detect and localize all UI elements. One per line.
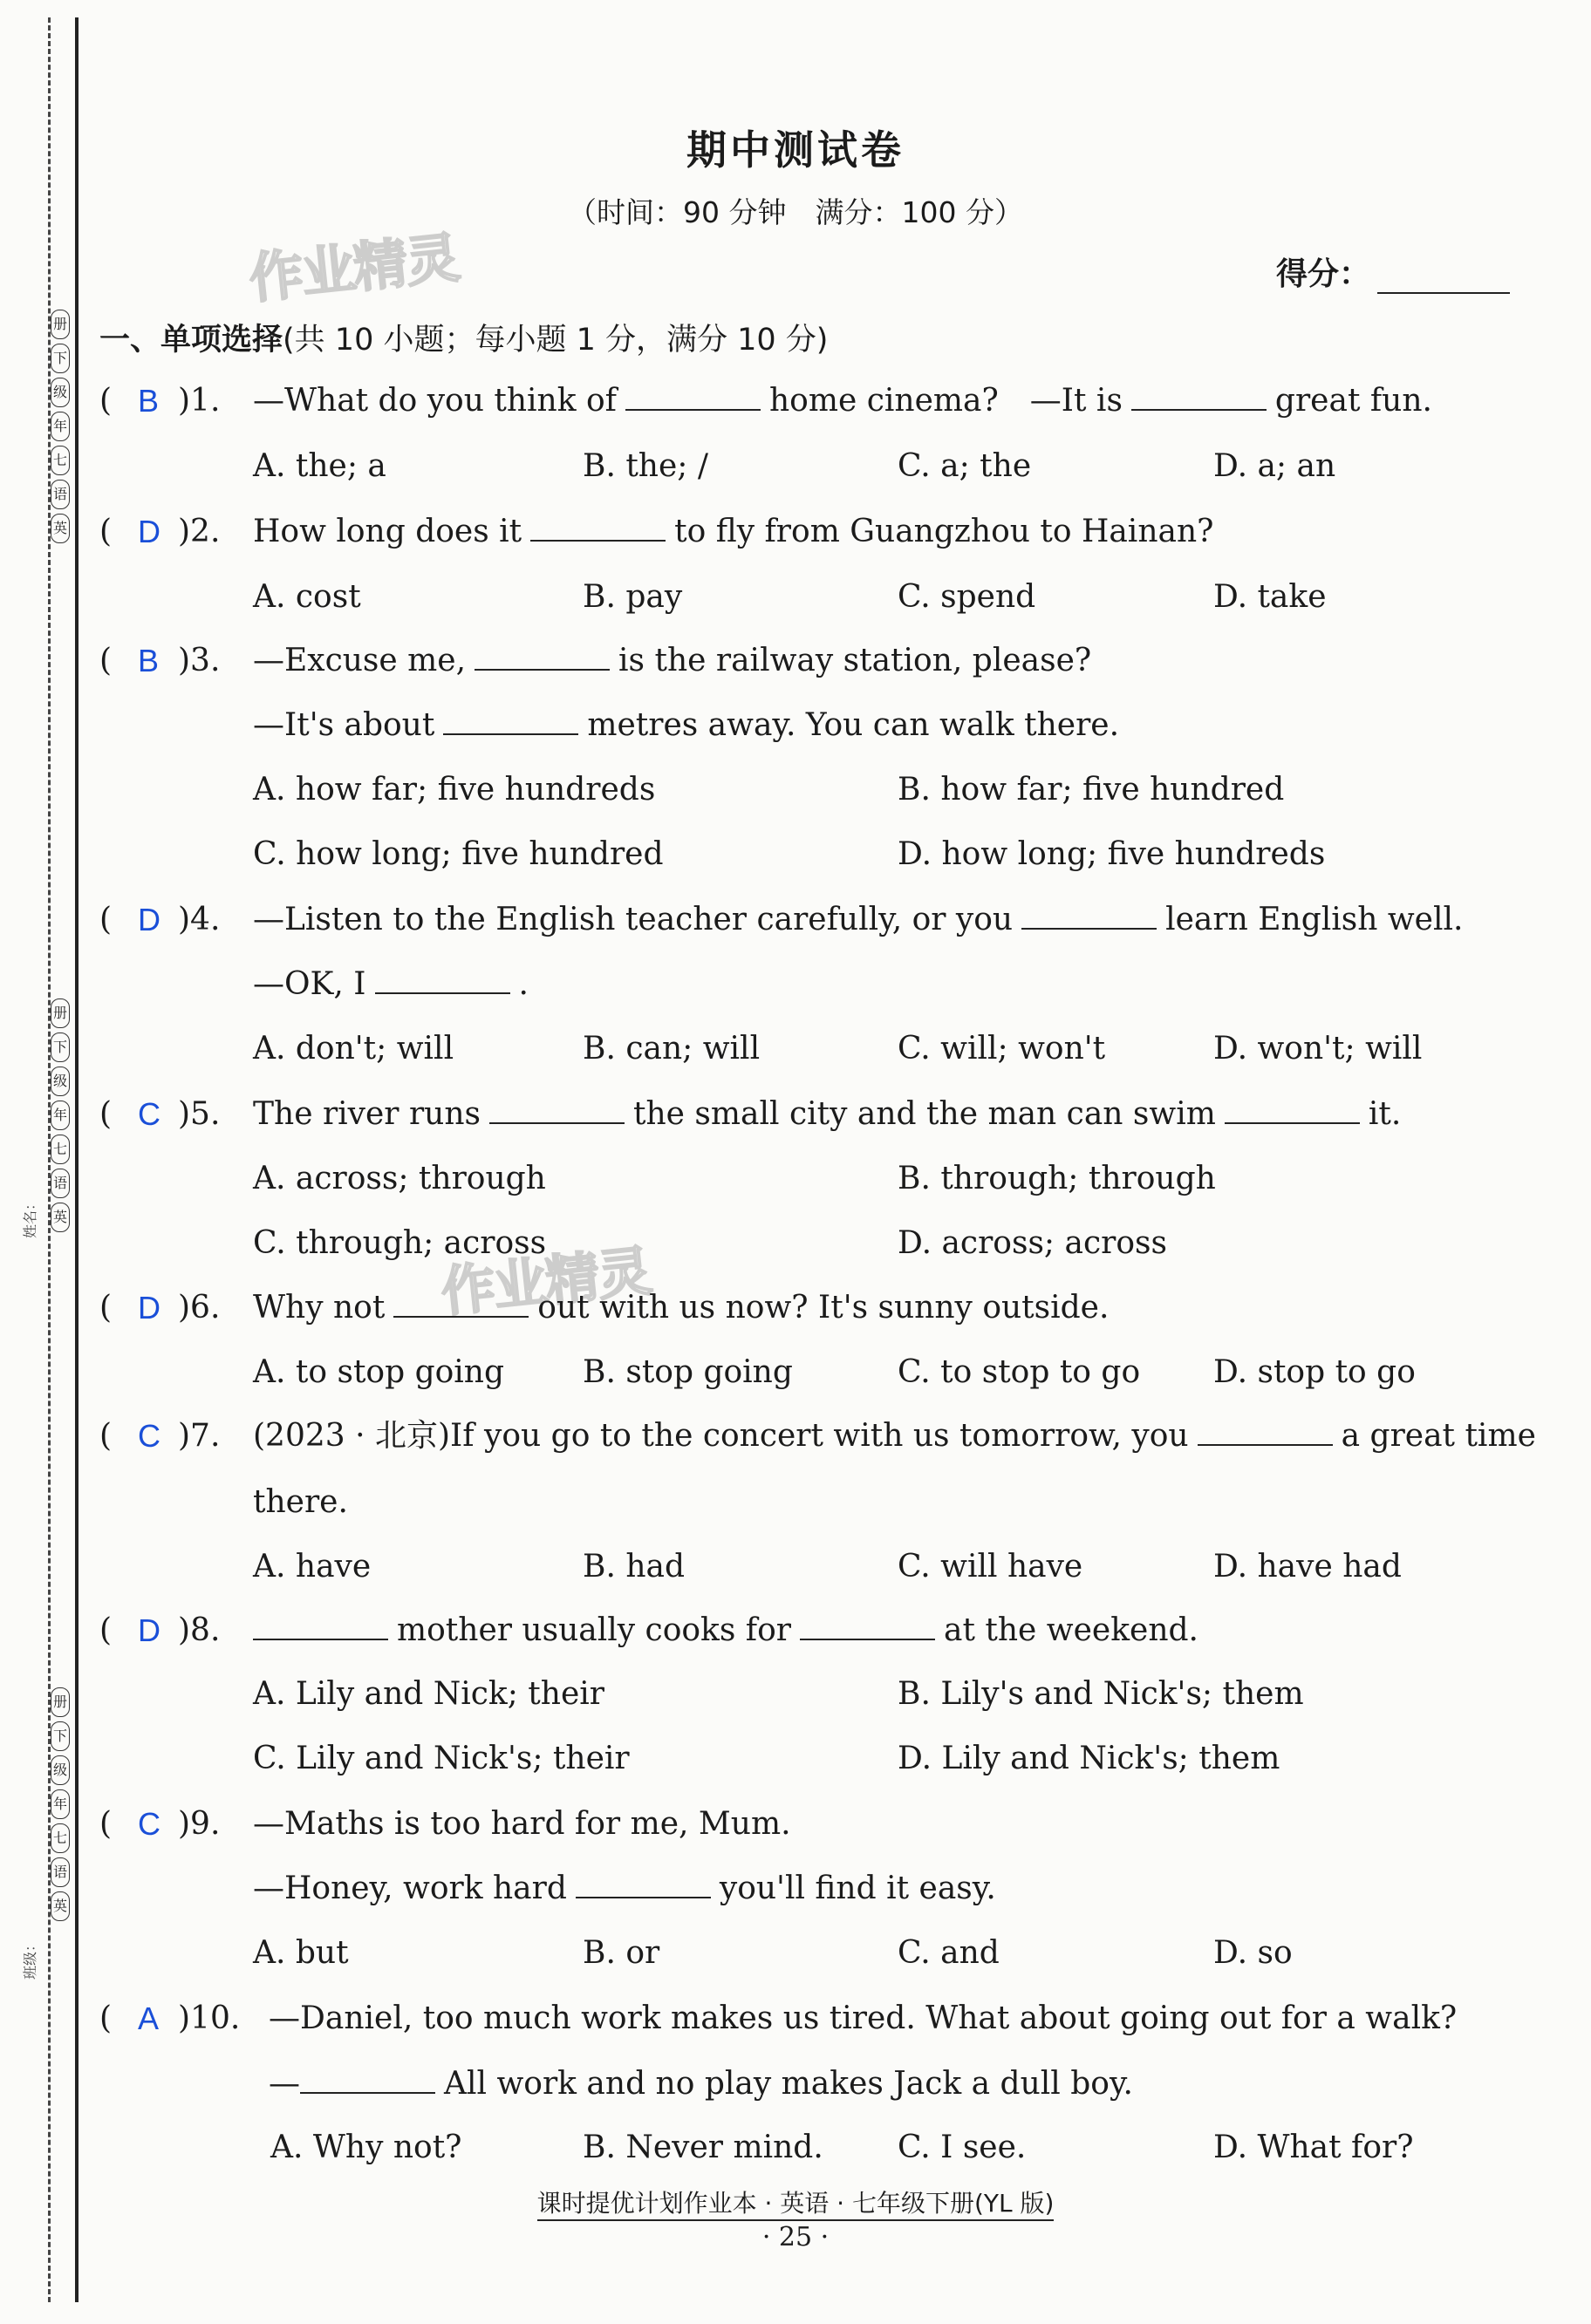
option-b[interactable]: B. stop going (583, 1354, 793, 1390)
option-c[interactable]: C. spend (898, 579, 1036, 615)
option-b[interactable]: B. can; will (583, 1031, 761, 1067)
option-a[interactable]: A. to stop going (253, 1354, 505, 1390)
options-6 (0, 1346, 1591, 1399)
options-1 (0, 440, 1591, 493)
option-b[interactable]: B. had (583, 1549, 686, 1585)
option-d[interactable]: D. stop to go (1213, 1354, 1416, 1390)
blank[interactable] (393, 1286, 529, 1318)
answer: B (138, 383, 160, 419)
options-2 (0, 571, 1591, 624)
option-a[interactable]: A. don't; will (253, 1031, 454, 1067)
answer: B (138, 643, 160, 678)
option-c[interactable]: C. to stop to go (898, 1354, 1141, 1390)
option-c[interactable]: C. I see. (898, 2130, 1027, 2165)
page-number: · 25 · (761, 2222, 830, 2252)
question-9: ( C )9. —Maths is too hard for me, Mum. (0, 1798, 1591, 1850)
score-line[interactable] (1377, 261, 1510, 294)
option-b[interactable]: B. the; / (583, 448, 708, 484)
option-a[interactable]: A. but (253, 1935, 349, 1971)
option-a[interactable]: A. how far; five hundreds (253, 772, 656, 808)
option-d[interactable]: D. so (1213, 1935, 1293, 1971)
option-d[interactable]: D. across; across (898, 1225, 1167, 1261)
binding-tab-2: 册 下 级 年 七 语 英 (51, 998, 70, 1232)
question-9-line-2: —Honey, work hard you'll find it easy. (0, 1863, 1591, 1915)
option-c[interactable]: C. will have (898, 1549, 1083, 1585)
option-a[interactable]: A. across; through (253, 1161, 546, 1196)
binding-tab-3: 册 下 级 年 七 语 英 (51, 1687, 70, 1921)
options-5-row-1 (0, 1153, 1591, 1205)
score-label: 得分： (1276, 256, 1371, 292)
class-field-label: 班级： (22, 1937, 38, 1980)
question-6: ( D )6. Why not out with us now? It's sunny outside. (0, 1282, 1591, 1334)
option-c[interactable]: C. through; across (253, 1225, 547, 1261)
blank[interactable] (1021, 898, 1157, 930)
watermark-middle: 作业精灵 (438, 1238, 653, 1325)
answer: D (138, 1290, 160, 1326)
option-c[interactable]: C. a; the (898, 448, 1032, 484)
name-field-label: 姓名： (22, 1196, 38, 1238)
blank[interactable] (443, 704, 578, 735)
option-a[interactable]: A. Why not? (270, 2130, 462, 2165)
option-d[interactable]: D. have had (1213, 1549, 1402, 1585)
options-5-row-2 (0, 1217, 1591, 1270)
blank[interactable] (576, 1867, 711, 1898)
answer: D (138, 514, 160, 549)
option-a[interactable]: A. the; a (253, 448, 386, 484)
options-3-row-1 (0, 764, 1591, 816)
blank[interactable] (1198, 1414, 1333, 1446)
blank[interactable] (1131, 379, 1267, 411)
score-field[interactable] (1276, 249, 1510, 294)
answer: D (138, 902, 160, 937)
blank[interactable] (800, 1609, 935, 1640)
blank[interactable] (1225, 1093, 1360, 1124)
blank[interactable] (489, 1093, 625, 1124)
options-8-row-2 (0, 1733, 1591, 1785)
option-c[interactable]: C. and (898, 1935, 1000, 1971)
options-7 (0, 1541, 1591, 1593)
question-1: ( B )1. —What do you think of home cinema? —It is great fun. (0, 375, 1591, 427)
question-7: ( C )7. (2023 · 北京)If you go to the concert with us tomorrow, you a great time (0, 1410, 1591, 1462)
blank[interactable] (300, 2062, 435, 2094)
option-d[interactable]: D. Lily and Nick's; them (898, 1741, 1280, 1776)
option-b[interactable]: B. Lily's and Nick's; them (898, 1676, 1304, 1712)
option-c[interactable]: C. will; won't (898, 1031, 1106, 1067)
options-9 (0, 1927, 1591, 1980)
answer: C (138, 1096, 160, 1132)
exam-info: （时间：90 分钟 满分：100 分） (568, 195, 1023, 229)
option-a[interactable]: A. cost (253, 579, 361, 615)
option-b[interactable]: B. pay (583, 579, 683, 615)
book-footer: 课时提优计划作业本 · 英语 · 七年级下册(YL 版) (0, 2184, 1591, 2219)
option-d[interactable]: D. take (1213, 579, 1327, 615)
question-7-line-2: there. (253, 1484, 348, 1520)
option-d[interactable]: D. won't; will (1213, 1031, 1423, 1067)
option-d[interactable]: D. What for? (1213, 2130, 1414, 2165)
question-10-line-2: — All work and no play makes Jack a dull boy. (0, 2058, 1591, 2110)
answer: C (138, 1418, 160, 1454)
option-b[interactable]: B. how far; five hundred (898, 772, 1285, 808)
answer: A (138, 2000, 160, 2036)
blank[interactable] (253, 1609, 388, 1640)
blank[interactable] (375, 963, 510, 994)
options-8-row-1 (0, 1668, 1591, 1721)
watermark-top: 作业精灵 (246, 225, 461, 311)
option-c[interactable]: C. how long; five hundred (253, 836, 664, 872)
question-5: ( C )5. The river runs the small city and the man can swim it. (0, 1088, 1591, 1141)
option-d[interactable]: D. how long; five hundreds (898, 836, 1326, 872)
option-a[interactable]: A. Lily and Nick; their (253, 1676, 604, 1712)
question-8: ( D )8. mother usually cooks for at the weekend. (0, 1605, 1591, 1657)
question-4: ( D )4. —Listen to the English teacher carefully, or you learn English well. (0, 894, 1591, 946)
blank[interactable] (530, 510, 666, 542)
answer: D (138, 1612, 160, 1648)
question-3-line-2: —It's about metres away. You can walk there. (0, 699, 1591, 752)
options-10 (0, 2122, 1591, 2174)
options-3-row-2 (0, 828, 1591, 881)
option-c[interactable]: C. Lily and Nick's; their (253, 1741, 630, 1776)
question-2: ( D )2. How long does it to fly from Guangzhou to Hainan? (0, 506, 1591, 558)
answer: C (138, 1806, 160, 1842)
option-b[interactable]: B. through; through (898, 1161, 1216, 1196)
question-3: ( B )3. —Excuse me, is the railway station, please? (0, 635, 1591, 687)
option-b[interactable]: B. or (583, 1935, 660, 1971)
question-4-line-2: —OK, I . (0, 958, 1591, 1011)
blank[interactable] (475, 639, 610, 671)
question-10: ( A )10. —Daniel, too much work makes us tired. What about going out for a walk? (0, 1993, 1591, 2045)
options-4 (0, 1023, 1591, 1075)
option-a[interactable]: A. have (253, 1549, 372, 1585)
binding-tab-1: 册 下 级 年 七 语 英 (51, 310, 70, 543)
blank[interactable] (625, 379, 761, 411)
section-heading: 一、单项选择(共 10 小题；每小题 1 分，满分 10 分) (99, 323, 829, 358)
page-title: 期中测试卷 (686, 126, 905, 174)
option-d[interactable]: D. a; an (1213, 448, 1336, 484)
option-b[interactable]: B. Never mind. (583, 2130, 823, 2165)
